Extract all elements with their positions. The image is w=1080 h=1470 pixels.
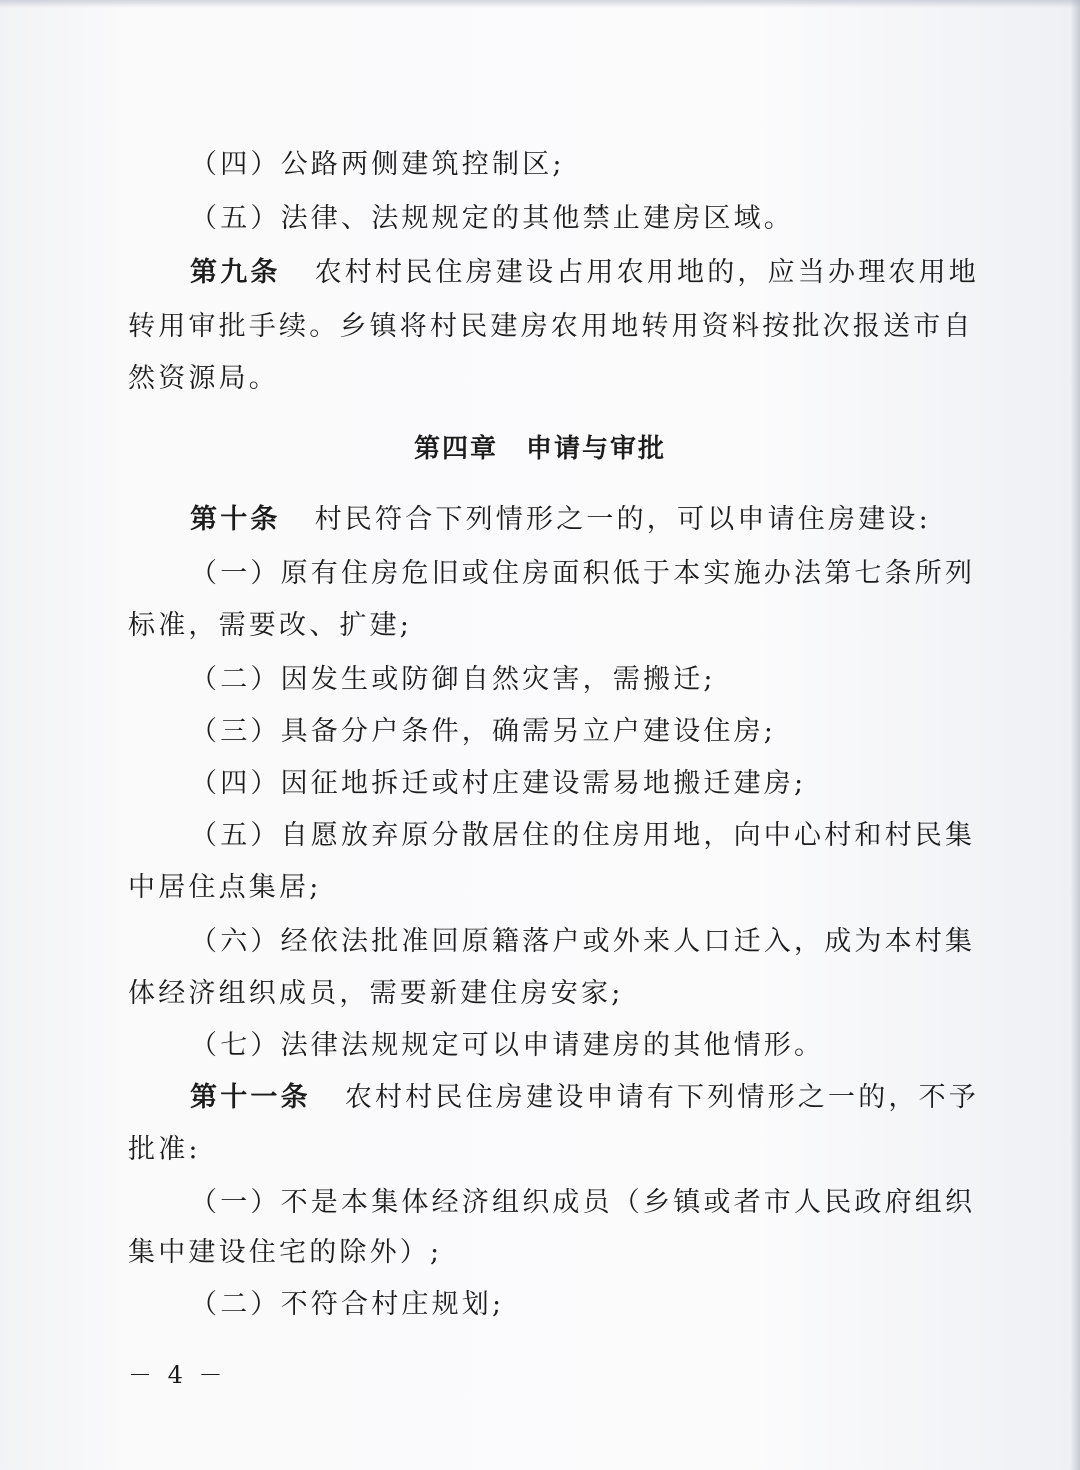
text-line: 中居住点集居; xyxy=(128,872,322,903)
text-line: （五）自愿放弃原分散居住的住房用地，向中心村和村民集 xyxy=(190,820,976,851)
scan-shadow-right xyxy=(1070,0,1080,1470)
text-line: （三）具备分户条件，确需另立户建设住房; xyxy=(190,716,777,747)
text-line: （四）因征地拆迁或村庄建设需易地搬迁建房; xyxy=(190,768,807,799)
text-line: 批准: xyxy=(128,1134,201,1165)
article-10-text: 村民符合下列情形之一的，可以申请住房建设: xyxy=(314,504,931,535)
article-11-text: 农村村民住房建设申请有下列情形之一的，不予 xyxy=(344,1082,980,1113)
article-11-label: 第十一条 xyxy=(190,1082,311,1113)
text-line: （五）法律、法规规定的其他禁止建房区域。 xyxy=(190,203,794,234)
text-line: （一）原有住房危旧或住房面积低于本实施办法第七条所列 xyxy=(190,558,976,589)
text-line: 集中建设住宅的除外）; xyxy=(128,1237,443,1268)
text-line: （六）经依法批准回原籍落户或外来人口迁入，成为本村集 xyxy=(190,926,976,957)
article-9-label: 第九条 xyxy=(190,257,281,288)
text-line: （一）不是本集体经济组织成员（乡镇或者市人民政府组织 xyxy=(190,1187,976,1218)
text-line: 标准，需要改、扩建; xyxy=(128,610,413,641)
text-line: （二）不符合村庄规划; xyxy=(190,1289,505,1320)
article-9-line xyxy=(190,256,979,290)
text-line: 然资源局。 xyxy=(128,363,279,394)
text-line: （二）因发生或防御自然灾害，需搬迁; xyxy=(190,664,716,695)
article-9-text: 农村村民住房建设占用农用地的，应当办理农用地 xyxy=(314,257,980,288)
text-line: 体经济组织成员，需要新建住房安家; xyxy=(128,978,624,1009)
article-11-line xyxy=(190,1081,979,1115)
text-line: 转用审批手续。乡镇将村民建房农用地转用资料按批次报送市自 xyxy=(128,311,974,342)
page-number: － 4 － xyxy=(128,1361,227,1389)
article-10-label: 第十条 xyxy=(190,504,281,535)
text-line: （七）法律法规规定可以申请建房的其他情形。 xyxy=(190,1030,825,1061)
article-10-line xyxy=(190,503,931,537)
text-line: （四）公路两侧建筑控制区; xyxy=(190,149,565,180)
scan-shadow-top xyxy=(0,0,1080,8)
chapter-heading: 第四章 申请与审批 xyxy=(413,434,666,464)
